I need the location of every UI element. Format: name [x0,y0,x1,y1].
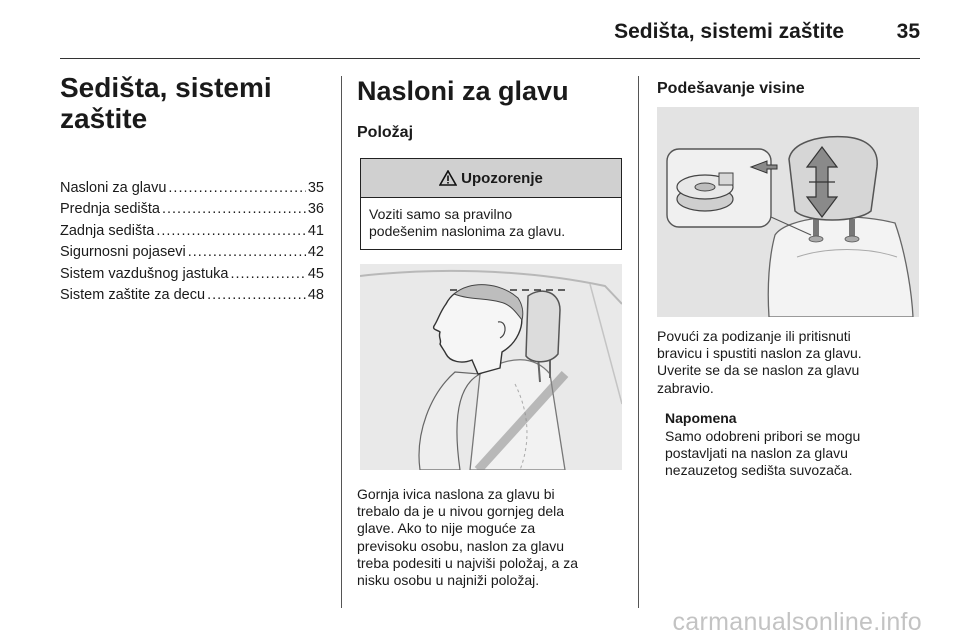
warning-text [361,198,621,240]
paragraph-line: nisku osobu u najniži položaj. [357,572,540,589]
height-adjust-paragraph [657,328,927,397]
toc-entry-label: Nasloni za glavu [60,180,167,196]
toc-entry[interactable] [60,242,324,263]
paragraph-line: treba podesiti u najviši položaj, a za [357,554,579,571]
chapter-title [60,72,320,134]
head-position-illustration [360,264,622,470]
toc-entry-page: 41 [307,222,324,239]
toc-entry-page: 48 [307,287,324,304]
toc-entry-label: Sigurnosni pojasevi [60,244,186,261]
note-line: Samo odobreni pribori se mogu [665,428,861,444]
paragraph-line: Povući za podizanje ili pritisnuti [657,328,851,344]
note-title: Napomena [665,410,737,426]
warning-line: Voziti samo sa pravilno [369,206,513,222]
toc-entry-page: 35 [307,180,324,196]
warning-header [361,159,621,198]
toc-entry[interactable] [60,221,324,242]
toc-entry[interactable] [60,285,324,306]
chapter-title-line-2: zaštite [60,103,148,134]
chapter-toc [60,178,324,306]
toc-entry[interactable] [60,264,324,285]
warning-title: Upozorenje [461,169,543,187]
paragraph-line: trebalo da je u nivou gornjeg dela [357,503,565,520]
column-divider-1 [341,76,342,608]
note-line: postavljati na naslon za glavu [665,445,848,462]
warning-box [360,158,622,250]
toc-leader-dots [188,242,306,263]
warning-line: podešenim naslonima za glavu. [369,223,566,239]
note-text [665,428,905,480]
toc-entry-label: Sistem zaštite za decu [60,287,206,304]
toc-leader-dots [162,199,306,220]
paragraph-line: previsoku osobu, naslon za glavu [357,537,565,554]
toc-entry-page: 45 [307,265,324,282]
toc-leader-dots [230,264,305,285]
header-divider [60,58,920,59]
height-adjust-title: Podešavanje visine [657,80,805,97]
section-title: Nasloni za glavu [357,76,569,106]
watermark: carmanualsonline.info [672,608,922,636]
paragraph-line: Uverite se da se naslon za glavu [657,362,860,379]
toc-entry-page: 36 [307,201,324,218]
toc-entry-page: 42 [307,244,324,261]
running-header-title: Sedišta, sistemi zaštite [614,20,844,43]
paragraph-line: glave. Ako to nije moguće za [357,520,536,537]
column-divider-2 [638,76,639,608]
note-line: nezauzetog sedišta suvozača. [665,462,853,479]
toc-entry-label: Zadnja sedišta [60,222,155,239]
toc-leader-dots [168,178,305,199]
warning-triangle-icon [439,170,457,186]
toc-leader-dots [207,285,306,306]
position-paragraph [357,486,627,589]
paragraph-line: zabravio. [657,379,714,396]
toc-leader-dots [156,221,306,242]
toc-entry-label: Prednja sedišta [60,201,160,218]
paragraph-line: bravicu i spustiti naslon za glavu. [657,345,862,362]
toc-entry-label: Sistem vazdušnog jastuka [60,265,229,282]
page-number: 35 [896,20,920,43]
toc-entry[interactable] [60,199,324,220]
toc-entry[interactable] [60,178,324,199]
height-adjust-illustration [657,107,919,317]
paragraph-line: Gornja ivica naslona za glavu bi [357,486,555,502]
chapter-title-line-1: Sedišta, sistemi [60,72,272,103]
subsection-title: Položaj [357,124,414,141]
